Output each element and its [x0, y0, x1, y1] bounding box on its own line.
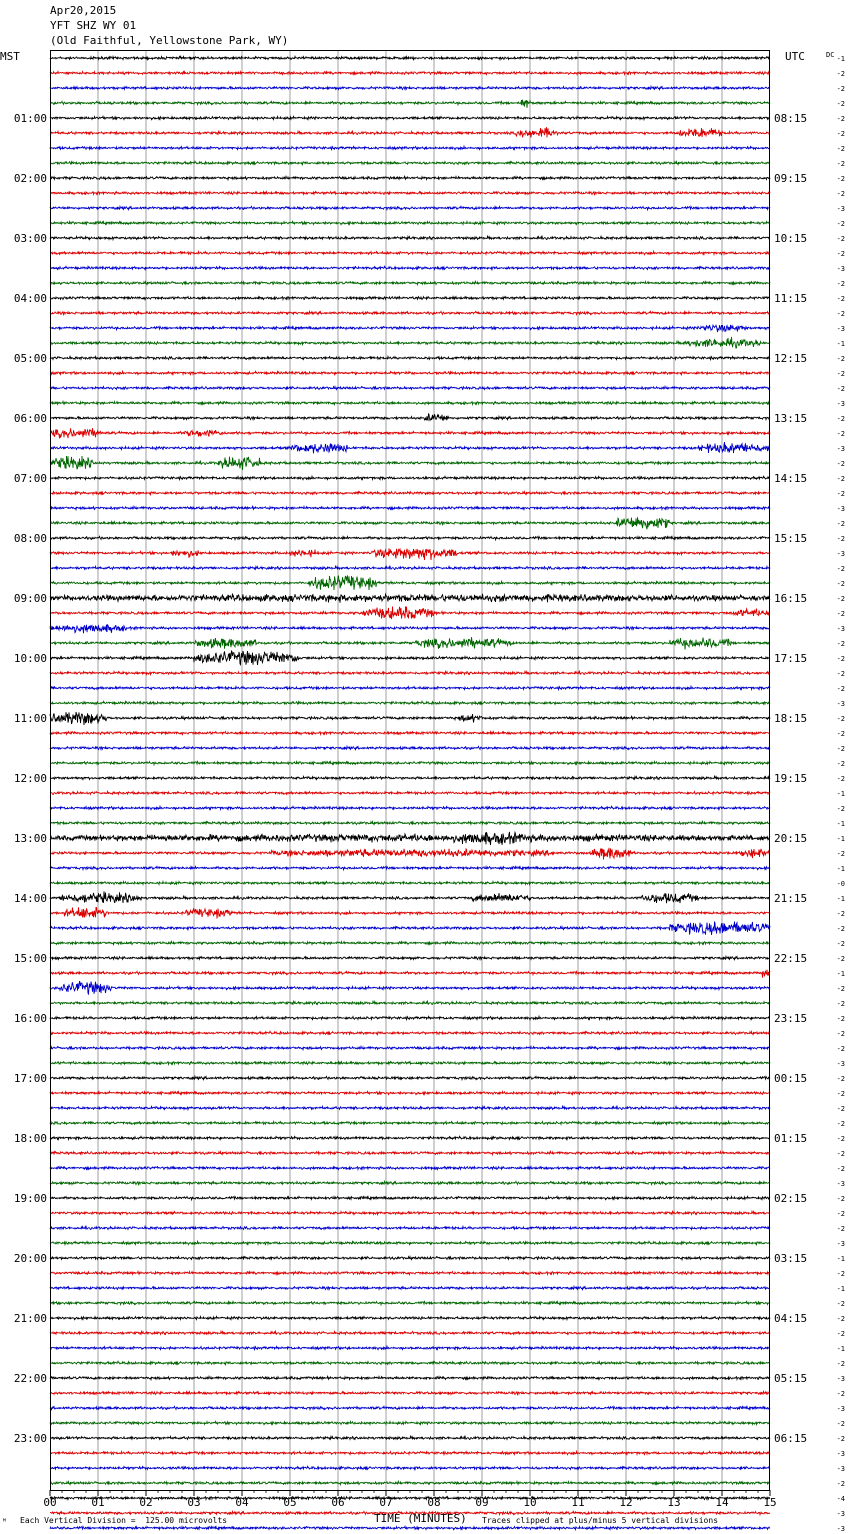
trace-line: [50, 956, 770, 959]
dc-offset-value: -3: [836, 1180, 845, 1188]
dc-offset-value: -2: [836, 280, 845, 288]
dc-offset-value: -2: [836, 610, 845, 618]
dc-offset-value: -2: [836, 1360, 845, 1368]
trace-line: [50, 1376, 770, 1379]
dc-offset-value: -2: [836, 685, 845, 693]
trace-line: [50, 236, 770, 239]
trace-line: [50, 1106, 770, 1109]
utc-hour-label: 02:15: [774, 1192, 808, 1205]
footer-mark: ᴹ: [2, 1517, 7, 1526]
dc-offset-value: -2: [836, 460, 845, 468]
mst-hour-label: 17:00: [13, 1072, 47, 1085]
trace-line: [50, 456, 770, 470]
mst-hour-label: 07:00: [13, 472, 47, 485]
chart-location: (Old Faithful, Yellowstone Park, WY): [50, 34, 289, 47]
trace-line: [50, 311, 770, 314]
dc-offset-value: -2: [836, 70, 845, 78]
trace-line: [50, 712, 770, 725]
mst-hour-label: 21:00: [13, 1312, 47, 1325]
x-tick-label: 12: [619, 1496, 633, 1509]
dc-offset-value: -2: [836, 580, 845, 588]
utc-hour-label: 12:15: [774, 352, 808, 365]
dc-offset-value: -2: [836, 715, 845, 723]
utc-label: UTC: [785, 50, 805, 63]
utc-hour-label: 00:15: [774, 1072, 808, 1085]
time-axis: [43, 1490, 776, 1509]
trace-line: [50, 548, 770, 560]
utc-hour-label: 15:15: [774, 532, 808, 545]
mst-hour-label: 19:00: [13, 1192, 47, 1205]
dc-offset-value: -2: [836, 985, 845, 993]
chart-date: Apr20,2015: [50, 4, 117, 17]
dc-offset-value: -2: [836, 670, 845, 678]
dc-offset-value: -0: [836, 880, 845, 888]
trace-line: [50, 848, 770, 860]
dc-offset-value: -3: [836, 205, 845, 213]
mst-label: MST: [0, 50, 20, 63]
mst-hour-label: 11:00: [13, 712, 47, 725]
mst-hour-label: 01:00: [13, 112, 47, 125]
x-tick-label: 05: [283, 1496, 297, 1509]
trace-line: [50, 1031, 770, 1034]
dc-offset-value: -2: [836, 850, 845, 858]
dc-offset-value: -2: [836, 1210, 845, 1218]
trace-line: [50, 1466, 770, 1469]
mst-hour-label: 08:00: [13, 532, 47, 545]
utc-hour-label: 17:15: [774, 652, 808, 665]
trace-line: [50, 56, 770, 59]
trace-line: [50, 414, 770, 420]
dc-offset-value: -2: [836, 1150, 845, 1158]
clip-note: Traces clipped at plus/minus 5 vertical divisions: [482, 1516, 719, 1525]
x-tick-label: 10: [523, 1496, 537, 1509]
x-tick-label: 03: [187, 1496, 201, 1509]
trace-line: [50, 701, 770, 704]
x-tick-label: 14: [715, 1496, 729, 1509]
plot-frame: [51, 51, 770, 1491]
dc-offset-value: -2: [836, 1420, 845, 1428]
trace-line: [50, 1076, 770, 1079]
trace-line: [50, 506, 770, 509]
dc-offset-value: -2: [836, 640, 845, 648]
trace-line: [50, 686, 770, 689]
trace-line: [50, 1497, 770, 1500]
trace-line: [50, 1211, 770, 1214]
mst-hour-label: 03:00: [13, 232, 47, 245]
trace-line: [50, 192, 770, 195]
trace-line: [50, 791, 770, 794]
mst-hour-label: 02:00: [13, 172, 47, 185]
dc-offset-value: -3: [836, 1060, 845, 1068]
dc-offset-value: -2: [836, 310, 845, 318]
dc-offset-value: -3: [836, 445, 845, 453]
scale-note: Each Vertical Division = 125.00 microvolts: [20, 1516, 228, 1525]
trace-line: [50, 1271, 770, 1274]
trace-line: [50, 576, 770, 590]
dc-offset-value: -2: [836, 940, 845, 948]
trace-line: [50, 1016, 770, 1019]
trace-line: [50, 386, 770, 389]
trace-line: [50, 127, 770, 137]
dc-offset-value: -3: [836, 625, 845, 633]
dc-offset-value: -2: [836, 1015, 845, 1023]
trace-line: [50, 637, 770, 649]
dc-offset-value: -2: [836, 535, 845, 543]
dc-offset-value: -1: [836, 340, 845, 348]
mst-hour-label: 18:00: [13, 1132, 47, 1145]
trace-line: [50, 281, 770, 284]
trace-line: [50, 624, 770, 633]
dc-offset-value: -2: [836, 85, 845, 93]
trace-line: [50, 206, 770, 209]
x-tick-label: 11: [571, 1496, 585, 1509]
dc-offset-value: -2: [836, 1165, 845, 1173]
dc-offset-value: -2: [836, 145, 845, 153]
dc-offset-value: -2: [836, 160, 845, 168]
dc-offset-value: -3: [836, 700, 845, 708]
mst-hour-label: 14:00: [13, 892, 47, 905]
trace-line: [50, 1181, 770, 1184]
dc-offset-value: -2: [836, 1075, 845, 1083]
utc-hour-label: 04:15: [774, 1312, 808, 1325]
trace-line: [50, 72, 770, 75]
trace-line: [50, 1151, 770, 1154]
utc-hour-label: 11:15: [774, 292, 808, 305]
trace-line: [50, 1001, 770, 1004]
dc-offset-value: -2: [836, 520, 845, 528]
trace-line: [50, 1226, 770, 1229]
dc-offset-value: -3: [836, 400, 845, 408]
trace-line: [50, 517, 770, 529]
trace-line: [50, 266, 770, 269]
dc-offset-value: -2: [836, 1120, 845, 1128]
trace-line: [50, 891, 770, 903]
dc-offset-value: -2: [836, 1330, 845, 1338]
dc-offset-value: -2: [836, 1030, 845, 1038]
trace-line: [50, 1346, 770, 1349]
x-tick-label: 04: [235, 1496, 249, 1509]
trace-line: [50, 1091, 770, 1094]
dc-offset-value: -1: [836, 820, 845, 828]
dc-offset-value: -2: [836, 295, 845, 303]
trace-line: [50, 1331, 770, 1334]
dc-offset-value: -1: [836, 895, 845, 903]
trace-line: [50, 116, 770, 119]
mst-hour-label: 22:00: [13, 1372, 47, 1385]
dc-offset-value: -2: [836, 490, 845, 498]
trace-line: [50, 1167, 770, 1170]
trace-line: [50, 100, 770, 108]
dc-offset-value: -3: [836, 1240, 845, 1248]
dc-offset-value: -2: [836, 430, 845, 438]
trace-line: [50, 401, 770, 404]
trace-line: [50, 371, 770, 374]
mst-hour-label: 16:00: [13, 1012, 47, 1025]
utc-hour-label: 05:15: [774, 1372, 808, 1385]
dc-label: DC: [826, 51, 835, 59]
dc-offset-column: [837, 55, 845, 1534]
trace-line: [50, 221, 770, 224]
dc-offset-value: -2: [836, 250, 845, 258]
trace-line: [50, 1046, 770, 1049]
dc-offset-value: -2: [836, 1300, 845, 1308]
utc-hour-label: 08:15: [774, 112, 808, 125]
dc-offset-value: -2: [836, 190, 845, 198]
trace-line: [50, 907, 770, 918]
trace-line: [50, 428, 770, 438]
dc-offset-value: -2: [836, 385, 845, 393]
mst-hour-label: 13:00: [13, 832, 47, 845]
dc-offset-value: -2: [836, 730, 845, 738]
mst-hour-label: 04:00: [13, 292, 47, 305]
dc-offset-value: -1: [836, 1345, 845, 1353]
dc-offset-value: -3: [836, 505, 845, 513]
dc-offset-value: -2: [836, 1045, 845, 1053]
dc-offset-value: -2: [836, 1195, 845, 1203]
trace-line: [50, 161, 770, 164]
dc-offset-value: -3: [836, 325, 845, 333]
trace-line: [50, 297, 770, 300]
utc-hour-label: 23:15: [774, 1012, 808, 1025]
mst-hour-label: 06:00: [13, 412, 47, 425]
x-axis-title: TIME (MINUTES): [374, 1512, 467, 1525]
dc-offset-value: -3: [836, 1510, 845, 1518]
utc-hour-label: 14:15: [774, 472, 808, 485]
trace-line: [50, 1481, 770, 1484]
dc-offset-value: -1: [836, 790, 845, 798]
utc-hour-label: 01:15: [774, 1132, 808, 1145]
trace-line: [50, 941, 770, 944]
trace-line: [50, 1406, 770, 1409]
dc-offset-value: -2: [836, 1270, 845, 1278]
x-tick-label: 06: [331, 1496, 345, 1509]
dc-offset-value: -3: [836, 1405, 845, 1413]
trace-line: [50, 1316, 770, 1319]
dc-offset-value: -2: [836, 955, 845, 963]
trace-line: [50, 1361, 770, 1364]
dc-offset-value: -3: [836, 1465, 845, 1473]
dc-offset-value: -2: [836, 1105, 845, 1113]
utc-hour-label: 10:15: [774, 232, 808, 245]
utc-hour-label: 22:15: [774, 952, 808, 965]
utc-hour-label: 21:15: [774, 892, 808, 905]
trace-line: [50, 1256, 770, 1259]
dc-offset-value: -1: [836, 865, 845, 873]
trace-line: [50, 1241, 770, 1244]
mst-hour-label: 05:00: [13, 352, 47, 365]
trace-line: [50, 776, 770, 779]
mst-hour-label: 12:00: [13, 772, 47, 785]
dc-offset-value: -2: [836, 1390, 845, 1398]
dc-offset-value: -2: [836, 760, 845, 768]
dc-offset-value: -2: [836, 1090, 845, 1098]
dc-offset-value: -3: [836, 1525, 845, 1533]
mst-hour-label: 20:00: [13, 1252, 47, 1265]
trace-line: [50, 761, 770, 764]
utc-hour-label: 18:15: [774, 712, 808, 725]
utc-hour-label: 06:15: [774, 1432, 808, 1445]
dc-offset-value: -2: [836, 1225, 845, 1233]
trace-line: [50, 671, 770, 674]
trace-line: [50, 1196, 770, 1199]
trace-line: [50, 806, 770, 809]
dc-offset-value: -2: [836, 655, 845, 663]
trace-line: [50, 1526, 770, 1529]
trace-line: [50, 1121, 770, 1124]
dc-offset-value: -2: [836, 1315, 845, 1323]
dc-offset-value: -2: [836, 370, 845, 378]
mst-hour-label: 15:00: [13, 952, 47, 965]
x-tick-label: 15: [763, 1496, 777, 1509]
trace-line: [50, 176, 770, 179]
mst-hour-label: 10:00: [13, 652, 47, 665]
x-tick-label: 02: [139, 1496, 153, 1509]
dc-offset-value: -2: [836, 415, 845, 423]
dc-offset-value: -2: [836, 175, 845, 183]
dc-offset-value: -3: [836, 265, 845, 273]
dc-offset-value: -2: [836, 1135, 845, 1143]
mst-hour-label: 23:00: [13, 1432, 47, 1445]
x-tick-label: 01: [91, 1496, 105, 1509]
dc-offset-value: -2: [836, 355, 845, 363]
seismic-traces: [50, 56, 770, 1534]
trace-line: [50, 442, 770, 453]
dc-offset-value: -2: [836, 565, 845, 573]
trace-line: [50, 594, 770, 603]
dc-offset-value: -1: [836, 1255, 845, 1263]
mst-hour-label: 09:00: [13, 592, 47, 605]
trace-line: [50, 1062, 770, 1065]
trace-line: [50, 746, 770, 749]
dc-offset-value: -3: [836, 550, 845, 558]
dc-offset-value: -2: [836, 220, 845, 228]
utc-hour-label: 09:15: [774, 172, 808, 185]
dc-offset-value: -1: [836, 835, 845, 843]
x-tick-label: 00: [43, 1496, 57, 1509]
trace-line: [50, 606, 770, 619]
dc-offset-value: -3: [836, 1450, 845, 1458]
dc-offset-value: -1: [836, 1285, 845, 1293]
x-tick-label: 09: [475, 1496, 489, 1509]
trace-line: [50, 1136, 770, 1139]
dc-offset-value: -2: [836, 595, 845, 603]
trace-line: [50, 970, 770, 978]
trace-line: [50, 86, 770, 89]
dc-offset-value: -2: [836, 115, 845, 123]
trace-line: [50, 1301, 770, 1304]
trace-line: [50, 476, 770, 479]
dc-offset-value: -3: [836, 1375, 845, 1383]
trace-line: [50, 146, 770, 149]
dc-offset-value: -2: [836, 925, 845, 933]
dc-offset-value: -1: [836, 55, 845, 63]
trace-line: [50, 325, 770, 332]
trace-line: [50, 1451, 770, 1454]
trace-line: [50, 1436, 770, 1439]
trace-line: [50, 821, 770, 824]
x-tick-label: 08: [427, 1496, 441, 1509]
utc-hour-label: 19:15: [774, 772, 808, 785]
utc-hour-label: 20:15: [774, 832, 808, 845]
trace-line: [50, 832, 770, 845]
trace-line: [50, 356, 770, 359]
x-tick-label: 07: [379, 1496, 393, 1509]
trace-line: [50, 1421, 770, 1424]
trace-line: [50, 566, 770, 569]
trace-line: [50, 337, 770, 348]
trace-line: [50, 922, 770, 935]
dc-offset-value: -2: [836, 235, 845, 243]
trace-line: [50, 732, 770, 735]
utc-hour-label: 03:15: [774, 1252, 808, 1265]
dc-offset-value: -2: [836, 775, 845, 783]
dc-offset-value: -1: [836, 970, 845, 978]
trace-line: [50, 1286, 770, 1289]
dc-offset-value: -2: [836, 1480, 845, 1488]
dc-offset-value: -2: [836, 1435, 845, 1443]
dc-offset-value: -2: [836, 1000, 845, 1008]
trace-line: [50, 492, 770, 495]
utc-hour-label: 13:15: [774, 412, 808, 425]
dc-offset-value: -4: [836, 1495, 845, 1503]
trace-line: [50, 251, 770, 254]
dc-offset-value: -2: [836, 910, 845, 918]
trace-line: [50, 981, 770, 994]
chart-station: YFT SHZ WY 01: [50, 19, 137, 32]
trace-line: [50, 651, 770, 665]
dc-offset-value: -2: [836, 805, 845, 813]
dc-offset-value: -2: [836, 100, 845, 108]
trace-line: [50, 866, 770, 869]
trace-line: [50, 1391, 770, 1394]
trace-line: [50, 881, 770, 884]
dc-offset-value: -2: [836, 745, 845, 753]
x-tick-label: 13: [667, 1496, 681, 1509]
dc-offset-value: -2: [836, 475, 845, 483]
dc-offset-value: -2: [836, 130, 845, 138]
utc-hour-label: 16:15: [774, 592, 808, 605]
trace-line: [50, 536, 770, 539]
